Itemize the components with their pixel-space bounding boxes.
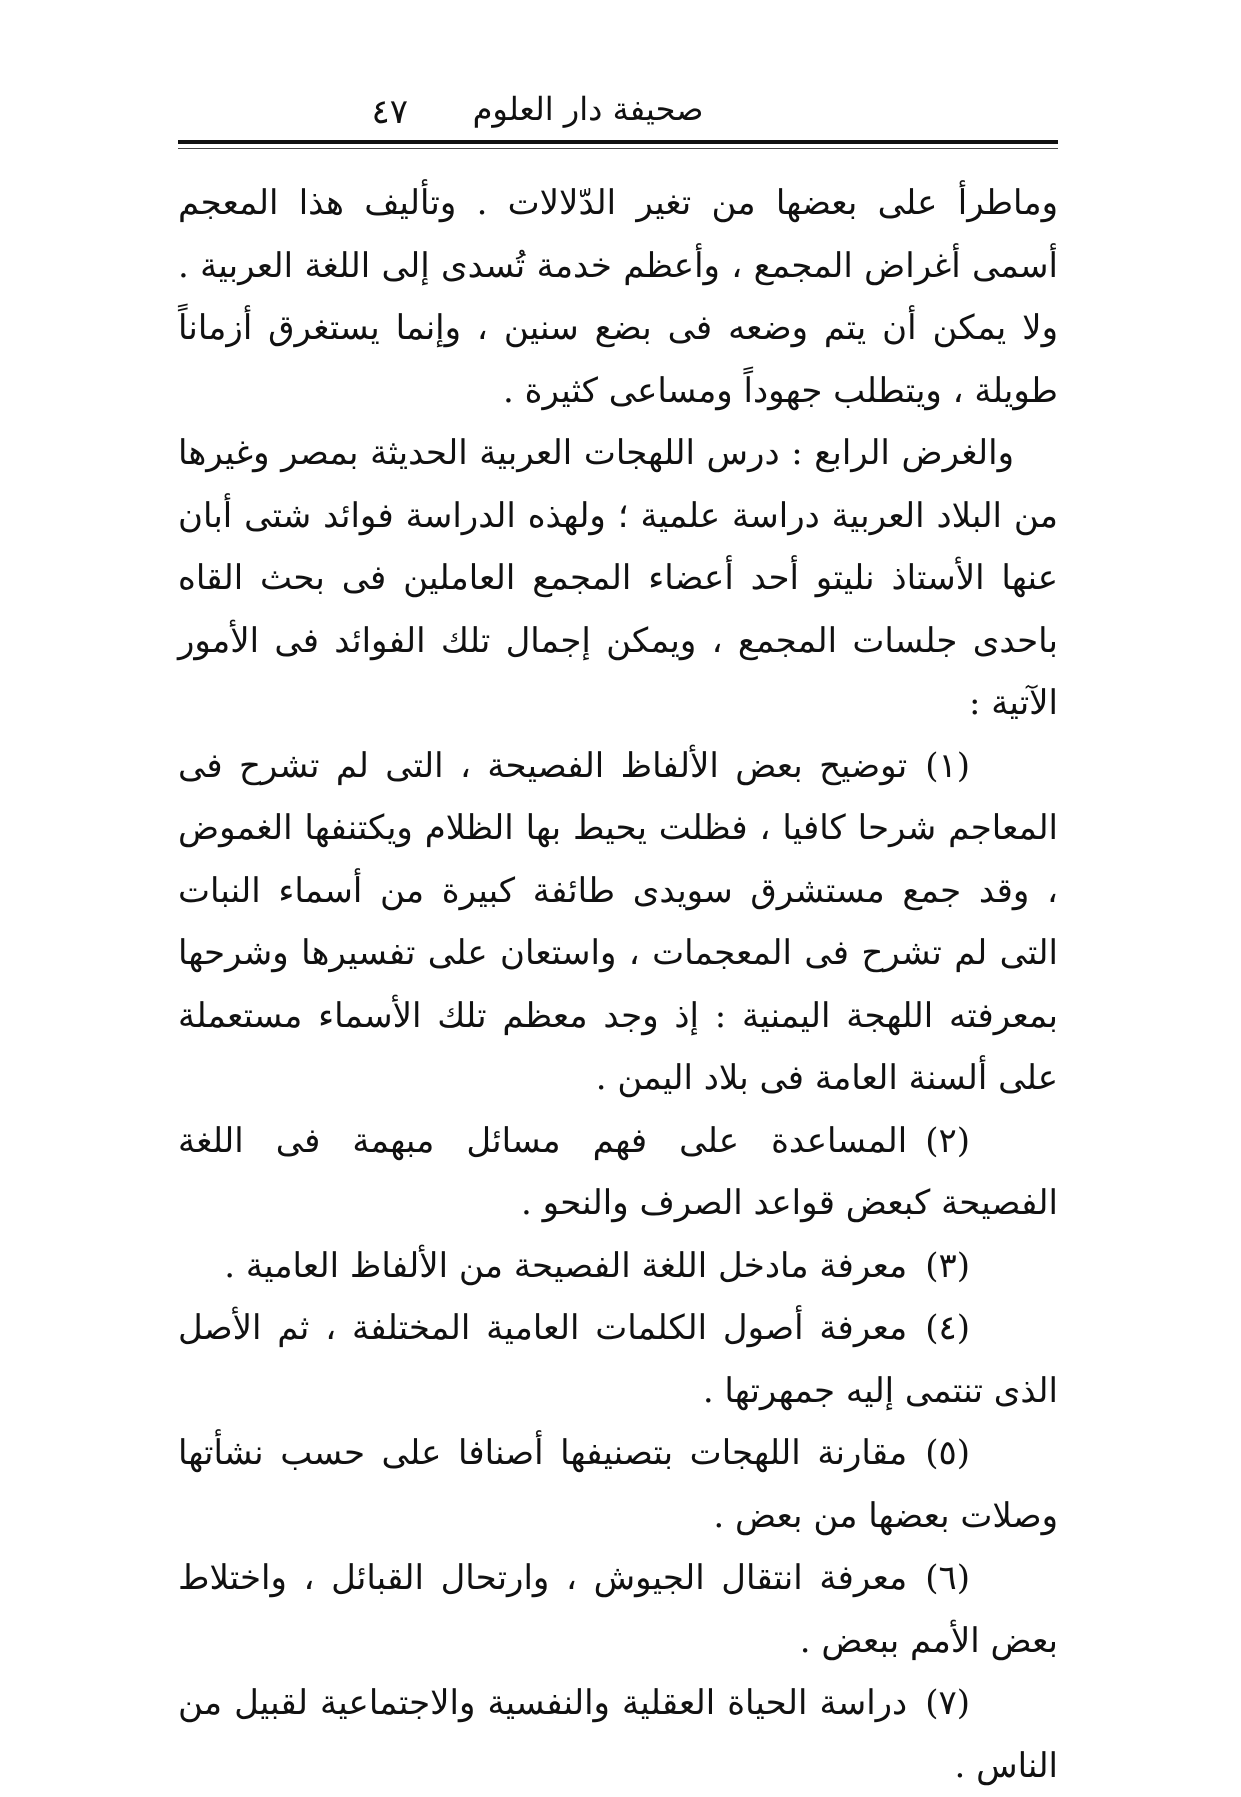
header-rule-thin [178, 148, 1058, 149]
header-rule [178, 140, 1058, 144]
list-item [178, 1297, 1058, 1422]
body-text [178, 172, 1058, 1797]
list-item-number: (٤) [925, 1308, 970, 1348]
page-number: ٤٧ [371, 92, 408, 132]
paragraph-continued: وماطرأ على بعضها من تغير الدّلالات . وتأليف هذا المعجم أسمى أغراض المجمع ، وأعظم خدمة تُسدى إلى اللغة العربية . ولا يمكن أن يتم وضعه فى بضع سنين ، وإنما يستغرق أزماناً طويلة ، ويتطلب جهوداً ومساعى كثيرة . [178, 183, 1058, 411]
paragraph-fourth-purpose: والغرض الرابع : درس اللهجات العربية الحديثة بمصر وغيرها من البلاد العربية دراسة علمية ؛ ولهذه الدراسة فوائد شتى أبان عنها الأستاذ نليتو أحد أعضاء المجمع العاملين فى بحث القاه باحدى جلسات المجمع ، ويمكن إجمال تلك الفوائد فى الأمور الآتية : [178, 433, 1059, 723]
list-item-number: (٦) [925, 1558, 970, 1598]
list-item-text: مقارنة اللهجات بتصنيفها أصنافا على حسب نشأتها وصلات بعضها من بعض . [178, 1433, 1058, 1536]
list-item-text: دراسة الحياة العقلية والنفسية والاجتماعية لقبيل من الناس . [178, 1683, 1058, 1786]
list-item [178, 1110, 1058, 1235]
list-item-text: توضيح بعض الألفاظ الفصيحة ، التى لم تشرح فى المعاجم شرحا كافيا ، فظلت يحيط بها الظلام ويكتنفها الغموض ، وقد جمع مستشرق سويدى طائفة كبيرة من أسماء النبات التى لم تشرح فى المعجمات ، واستعان على تفسيرها وشرحها بمعرفته اللهجة اليمنية : إذ وجد معظم تلك الأسماء مستعملة على ألسنة العامة فى بلاد اليمن . [178, 745, 1058, 1098]
list-item [178, 1235, 1058, 1298]
list-item-number: (٧) [925, 1683, 970, 1723]
list-item [178, 1422, 1058, 1547]
list-item-text: معرفة أصول الكلمات العامية المختلفة ، ثم الأصل الذى تنتمى إليه جمهرتها . [178, 1308, 1058, 1411]
list-item-number: (٢) [925, 1120, 970, 1161]
list-item [178, 1547, 1058, 1672]
list-item [178, 735, 1058, 1110]
list-item-number: (٥) [925, 1433, 970, 1473]
list-item-text: معرفة انتقال الجيوش ، وارتحال القبائل ، واختلاط بعض الأمم ببعض . [178, 1558, 1058, 1661]
list-item-number: (١) [925, 745, 970, 786]
list-item-number: (٣) [925, 1245, 970, 1286]
list-item-text: معرفة مادخل اللغة الفصيحة من الألفاظ العامية . [224, 1245, 908, 1286]
list-item-text: المساعدة على فهم مسائل مبهمة فى اللغة الفصيحة كبعض قواعد الصرف والنحو . [178, 1120, 1058, 1223]
page-header [178, 88, 1058, 144]
running-title: صحيفة دار العلوم [472, 90, 704, 128]
list-item [178, 1672, 1058, 1797]
